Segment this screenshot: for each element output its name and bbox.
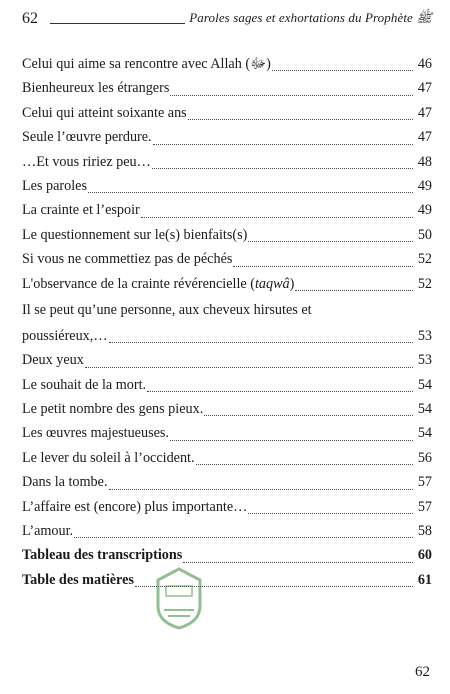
footer-page-number: 62 — [415, 664, 430, 680]
toc-entry-page: 56 — [417, 449, 432, 466]
toc-entry[interactable] — [22, 543, 432, 567]
toc-entry-page: 54 — [417, 425, 432, 442]
toc-leader-dots — [88, 192, 413, 193]
toc-leader-dots — [147, 391, 413, 392]
toc-entry[interactable] — [22, 198, 432, 222]
toc-entry-page: 52 — [417, 251, 432, 268]
toc-entry-label: Les œuvres majestueuses. — [22, 425, 169, 442]
toc-entry[interactable] — [22, 76, 432, 100]
toc-entry-page: 48 — [417, 153, 432, 170]
toc-leader-dots — [196, 464, 413, 465]
toc-leader-dots — [109, 342, 413, 343]
toc-entry[interactable] — [22, 373, 432, 397]
toc-entry-page: 50 — [417, 226, 432, 243]
toc-entry-label: poussiéreux,… — [22, 327, 108, 344]
toc-entry[interactable] — [22, 125, 432, 149]
toc-entry-page: 47 — [417, 80, 432, 97]
toc-leader-dots — [141, 217, 413, 218]
toc-entry-page: 47 — [417, 104, 432, 121]
toc-leader-dots — [170, 440, 413, 441]
toc-leader-dots — [183, 562, 413, 563]
toc-entry[interactable] — [22, 324, 432, 348]
toc-entry-page: 46 — [417, 55, 432, 72]
toc-entry-label: Les paroles — [22, 177, 88, 194]
toc-entry-label: Seule l’œuvre perdure. — [22, 129, 152, 146]
toc-entry-label: La crainte et l’espoir — [22, 202, 140, 219]
toc-entry-page: 54 — [417, 401, 432, 418]
italic-term: taqwâ — [254, 275, 290, 292]
toc-entry-page: 60 — [417, 547, 432, 564]
toc-entry-label: Deux yeux — [22, 352, 84, 369]
toc-entry[interactable] — [22, 52, 432, 76]
toc-leader-dots — [295, 290, 413, 291]
toc-entry-first-line[interactable] — [22, 296, 432, 324]
toc-leader-dots — [204, 415, 413, 416]
toc-leader-dots — [153, 144, 413, 145]
table-of-contents — [22, 52, 432, 592]
toc-entry[interactable] — [22, 150, 432, 174]
header-page-number: 62 — [22, 10, 38, 27]
toc-entry-label: L’affaire est (encore) plus importante… — [22, 498, 248, 515]
header-rule — [50, 23, 185, 24]
toc-leader-dots — [233, 266, 413, 267]
toc-entry-page: 61 — [417, 571, 432, 588]
toc-leader-dots — [170, 95, 413, 96]
toc-entry-label: Bienheureux les étrangers — [22, 80, 170, 97]
toc-entry[interactable] — [22, 101, 432, 125]
toc-entry-label: Celui qui aime sa rencontre avec Allah (ﷻ) — [22, 55, 271, 72]
toc-entry-label: Tableau des transcriptions — [22, 547, 183, 564]
toc-entry-label: L’amour. — [22, 523, 74, 540]
toc-entry-page: 57 — [417, 498, 432, 515]
toc-entry[interactable] — [22, 421, 432, 445]
toc-leader-dots — [248, 241, 413, 242]
toc-entry[interactable] — [22, 446, 432, 470]
toc-entry[interactable] — [22, 272, 432, 296]
toc-entry-page: 49 — [417, 202, 432, 219]
watermark-stamp-icon — [150, 566, 208, 630]
toc-leader-dots — [248, 513, 413, 514]
toc-entry-label: Le lever du soleil à l’occident. — [22, 449, 195, 466]
toc-leader-dots — [188, 119, 413, 120]
running-header — [22, 6, 432, 32]
toc-entry-page: 54 — [417, 376, 432, 393]
toc-leader-dots — [152, 168, 413, 169]
toc-entry[interactable] — [22, 223, 432, 247]
toc-entry-label: Dans la tombe. — [22, 474, 108, 491]
toc-entry[interactable] — [22, 495, 432, 519]
header-title: Paroles sages et exhortations du Prophète ﷺ — [189, 9, 432, 25]
toc-entry-label: L'observance de la crainte révérencielle (taqwâ) — [22, 275, 295, 292]
toc-entry-label: Si vous ne commettiez pas de péchés — [22, 251, 233, 268]
toc-entry-page: 49 — [417, 177, 432, 194]
toc-entry-page: 58 — [417, 523, 432, 540]
toc-entry[interactable] — [22, 348, 432, 372]
toc-entry-label: Le questionnement sur le(s) bienfaits(s) — [22, 226, 248, 243]
toc-leader-dots — [272, 70, 413, 71]
toc-leader-dots — [85, 367, 413, 368]
toc-entry[interactable] — [22, 470, 432, 494]
toc-entry[interactable] — [22, 397, 432, 421]
toc-entry-label: Celui qui atteint soixante ans — [22, 104, 187, 121]
toc-entry-page: 47 — [417, 129, 432, 146]
toc-entry-page: 52 — [417, 275, 432, 292]
toc-entry-label: Il se peut qu’une personne, aux cheveux hirsutes et — [22, 301, 312, 318]
toc-leader-dots — [109, 489, 414, 490]
toc-entry[interactable] — [22, 174, 432, 198]
toc-entry-label: Table des matières — [22, 571, 134, 588]
toc-entry-label: Le souhait de la mort. — [22, 376, 147, 393]
toc-entry-label: Le petit nombre des gens pieux. — [22, 401, 204, 418]
toc-entry[interactable] — [22, 247, 432, 271]
toc-entry-page: 57 — [417, 474, 432, 491]
toc-leader-dots — [74, 537, 413, 538]
toc-entry-label: …Et vous ririez peu… — [22, 153, 151, 170]
toc-entry[interactable] — [22, 519, 432, 543]
toc-entry[interactable] — [22, 568, 432, 592]
toc-entry-page: 53 — [417, 327, 432, 344]
toc-entry-page: 53 — [417, 352, 432, 369]
